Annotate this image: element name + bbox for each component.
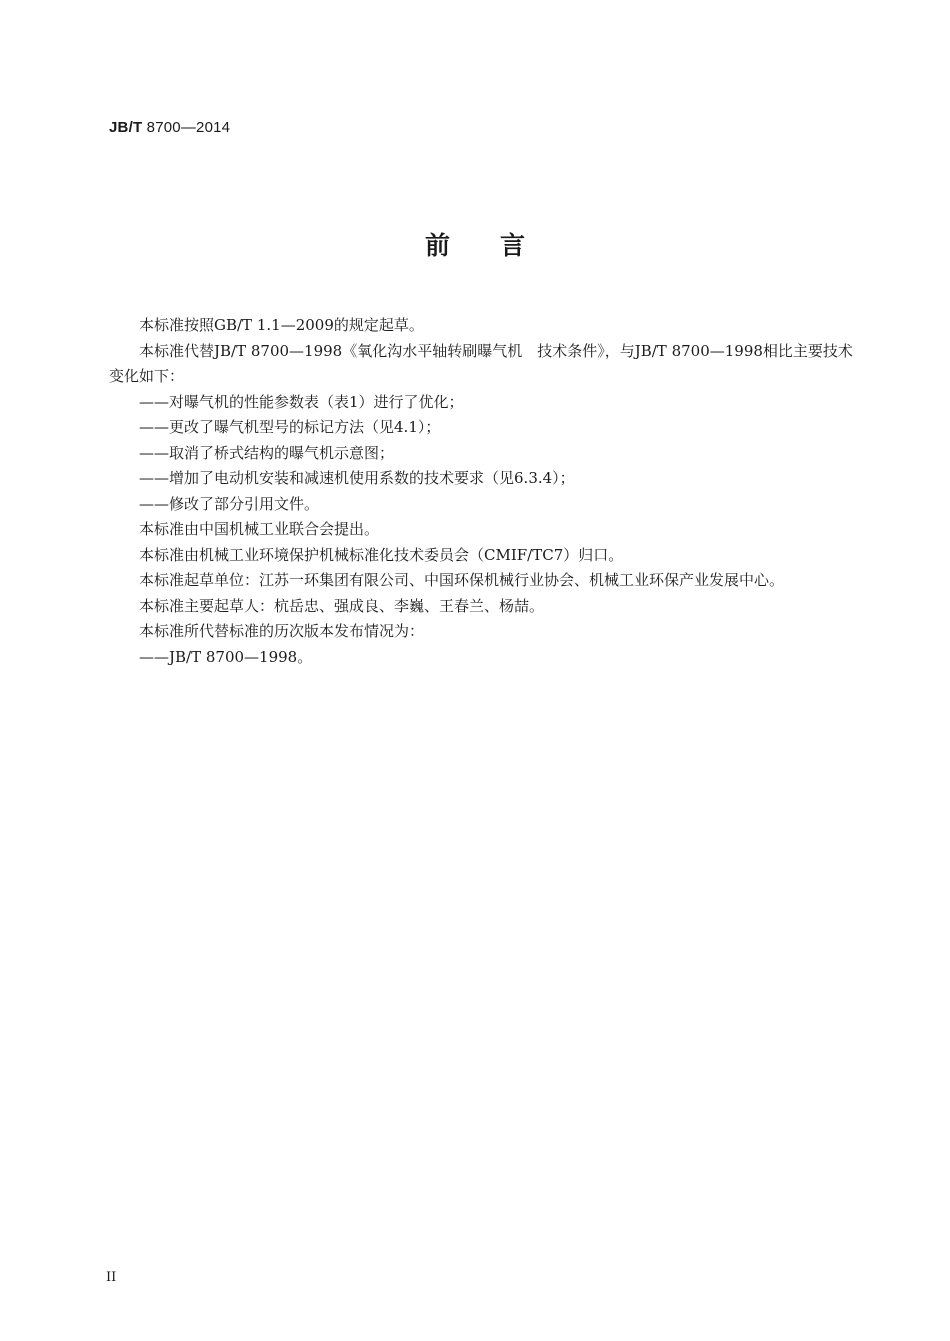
change-item: ——修改了部分引用文件。: [139, 494, 320, 513]
standard-code: [109, 119, 230, 136]
foreword-body: [109, 313, 859, 670]
history-item: ——JB/T 8700—1998。: [139, 647, 313, 666]
change-item: ——更改了曝气机型号的标记方法（见4.1）；: [139, 418, 441, 436]
change-item: ——增加了电动机安装和减速机使用系数的技术要求（见6.3.4）；: [139, 469, 575, 487]
page-title: 前言: [424, 231, 575, 260]
change-item: ——对曝气机的性能参数表（表1）进行了优化；: [139, 392, 464, 411]
paragraph-committee: 本标准由机械工业环境保护机械标准化技术委员会（CMIF/TC7）归口。: [139, 545, 624, 564]
standard-number: 8700—2014: [142, 119, 231, 136]
change-item: ——取消了桥式结构的曝气机示意图；: [139, 443, 395, 462]
paragraph-proposer: 本标准由中国机械工业联合会提出。: [139, 520, 380, 538]
page-number: II: [106, 1270, 117, 1285]
paragraph-drafters: 本标准主要起草人：杭岳忠、强成良、李巍、王春兰、杨喆。: [139, 596, 545, 615]
paragraph-replacement: 本标准代替JB/T 8700—1998《氧化沟水平轴转刷曝气机 技术条件》，与JB/T 8700—1998相比主要技术变化如下：: [109, 341, 853, 385]
paragraph-drafting-units: 本标准起草单位：江苏一环集团有限公司、中国环保机械行业协会、机械工业环保产业发展中心。: [139, 571, 785, 589]
paragraph-history: 本标准所代替标准的历次版本发布情况为：: [139, 622, 425, 640]
standard-prefix: JB/T: [109, 119, 143, 136]
paragraph-drafting-rule: 本标准按照GB/T 1.1—2009的规定起草。: [139, 316, 424, 334]
